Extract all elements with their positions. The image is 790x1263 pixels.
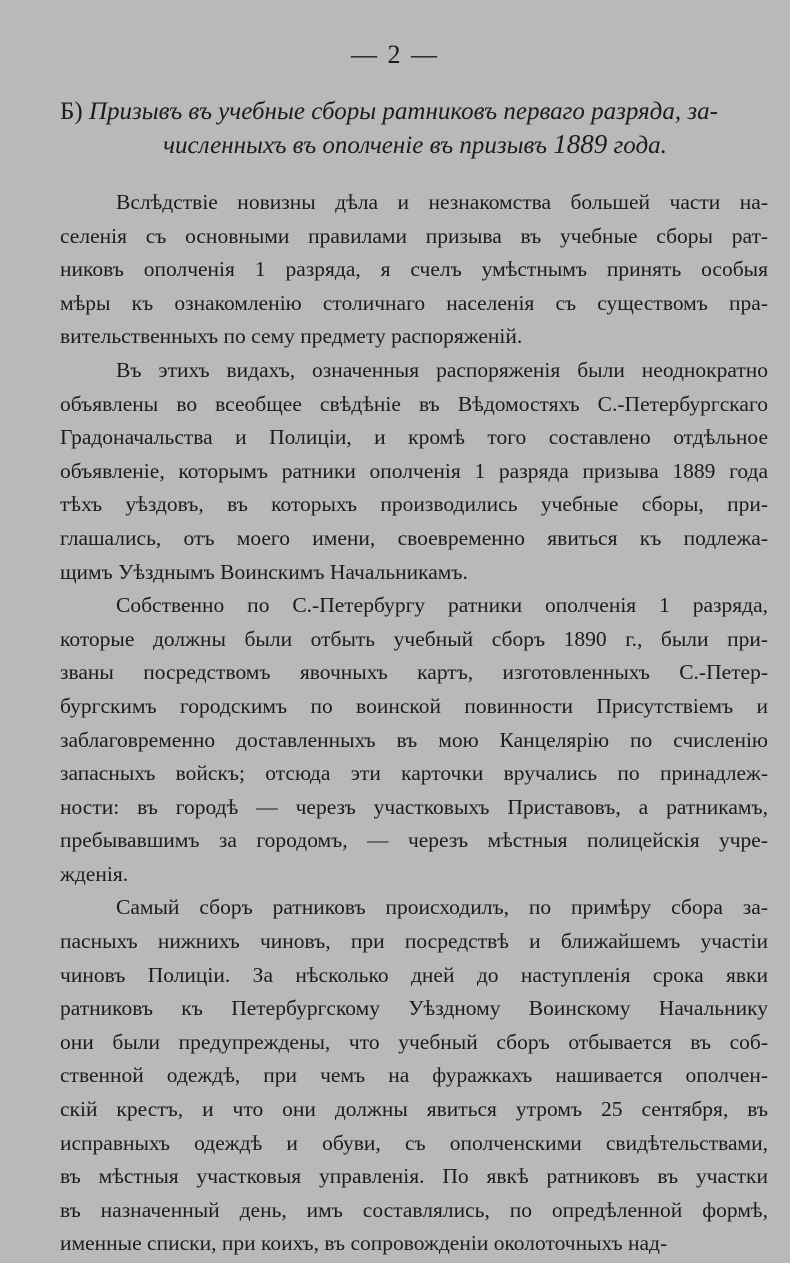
text-line: званы посредствомъ явочныхъ картъ, изготовленныхъ С.-Петер- xyxy=(60,660,768,685)
heading-year: 1889 xyxy=(553,129,608,159)
body-text xyxy=(60,186,768,1261)
paragraph xyxy=(60,891,768,1261)
text-line: ратниковъ къ Петербургскому Уѣздному Воинскому Начальнику xyxy=(60,996,768,1021)
text-line: заблаговременно доставленныхъ въ мою Канцелярію по счисленію xyxy=(60,727,768,752)
text-line: пасныхъ нижнихъ чиновъ, при посредствѣ и ближайшемъ участіи xyxy=(60,929,768,954)
text-line: запасныхъ войскъ; отсюда эти карточки вручались по принадлеж- xyxy=(60,761,768,786)
text-line: именные списки, при коихъ, въ сопровожденіи околоточныхъ над- xyxy=(60,1231,668,1256)
text-line: никовъ ополченія 1 разряда, я счелъ умѣстнымъ принять особыя xyxy=(60,257,768,282)
paragraph xyxy=(60,354,768,589)
text-line: Самый сборъ ратниковъ происходилъ, по примѣру сбора за- xyxy=(116,895,768,920)
heading-line-1 xyxy=(60,96,770,128)
heading-line-2-end: года. xyxy=(613,132,667,159)
text-line: объявленіе, которымъ ратники ополченія 1 разряда призыва 1889 года xyxy=(60,458,768,483)
text-line: объявлены во всеобщее свѣдѣніе въ Вѣдомостяхъ С.-Петербургскаго xyxy=(60,391,768,416)
text-line: бургскимъ городскимъ по воинской повинности Присутствіемъ и xyxy=(60,693,768,718)
paragraph xyxy=(60,186,768,354)
text-line: Градоначальства и Полиціи, и кромѣ того составлено отдѣльное xyxy=(60,425,768,450)
page-number: — 2 — xyxy=(351,40,439,69)
paragraph xyxy=(60,589,768,891)
text-line: тѣхъ уѣздовъ, въ которыхъ производились учебные сборы, при- xyxy=(60,492,768,517)
text-line: исправныхъ одеждѣ и обуви, съ ополченскими свидѣтельствами, xyxy=(60,1130,768,1155)
text-line: глашались, отъ моего имени, своевременно явиться къ подлежа- xyxy=(60,525,768,550)
text-line: селенія съ основными правилами призыва въ учебные сборы рат- xyxy=(60,223,768,248)
heading-prefix: Б) xyxy=(60,98,83,125)
text-line: Вслѣдствіе новизны дѣла и незнакомства большей части на- xyxy=(116,190,768,214)
text-line: ственной одеждѣ, при чемъ на фуражкахъ нашивается ополчен- xyxy=(60,1063,768,1088)
text-line: ности: въ городѣ — черезъ участковыхъ Приставовъ, а ратникамъ, xyxy=(60,794,768,819)
text-line: Въ этихъ видахъ, означенныя распоряженія были неоднократно xyxy=(116,357,768,382)
text-line: мѣры къ ознакомленію столичнаго населенія съ существомъ пра- xyxy=(60,290,768,315)
text-line: они были предупреждены, что учебный сборъ отбывается въ соб- xyxy=(60,1029,768,1054)
text-line: щимъ Уѣзднымъ Воинскимъ Начальникамъ. xyxy=(60,559,468,584)
text-line: чиновъ Полиціи. За нѣсколько дней до наступленія срока явки xyxy=(60,962,768,987)
text-line: въ мѣстныя участковыя управленія. По явкѣ ратниковъ въ участки xyxy=(60,1164,768,1189)
text-line: которые должны были отбыть учебный сборъ 1890 г., были при- xyxy=(60,626,768,651)
text-line: жденія. xyxy=(60,861,129,886)
text-line: Собственно по С.-Петербургу ратники ополченія 1 разряда, xyxy=(116,593,768,618)
text-line: въ назначенный день, имъ составлялись, по опредѣленной формѣ, xyxy=(60,1197,768,1222)
heading-line-2 xyxy=(60,128,770,162)
section-heading xyxy=(60,96,770,162)
text-line: скій крестъ, и что они должны явиться утромъ 25 сентября, въ xyxy=(60,1097,768,1122)
text-line: пребывавшимъ за городомъ, — черезъ мѣстныя полицейскія учре- xyxy=(60,828,768,853)
text-line: вительственныхъ по сему предмету распоряженій. xyxy=(60,324,523,349)
heading-line-1-text: Призывъ въ учебные сборы ратниковъ перваго разряда, за- xyxy=(88,98,718,125)
heading-line-2-text: численныхъ въ ополченіе въ призывъ xyxy=(163,132,548,159)
